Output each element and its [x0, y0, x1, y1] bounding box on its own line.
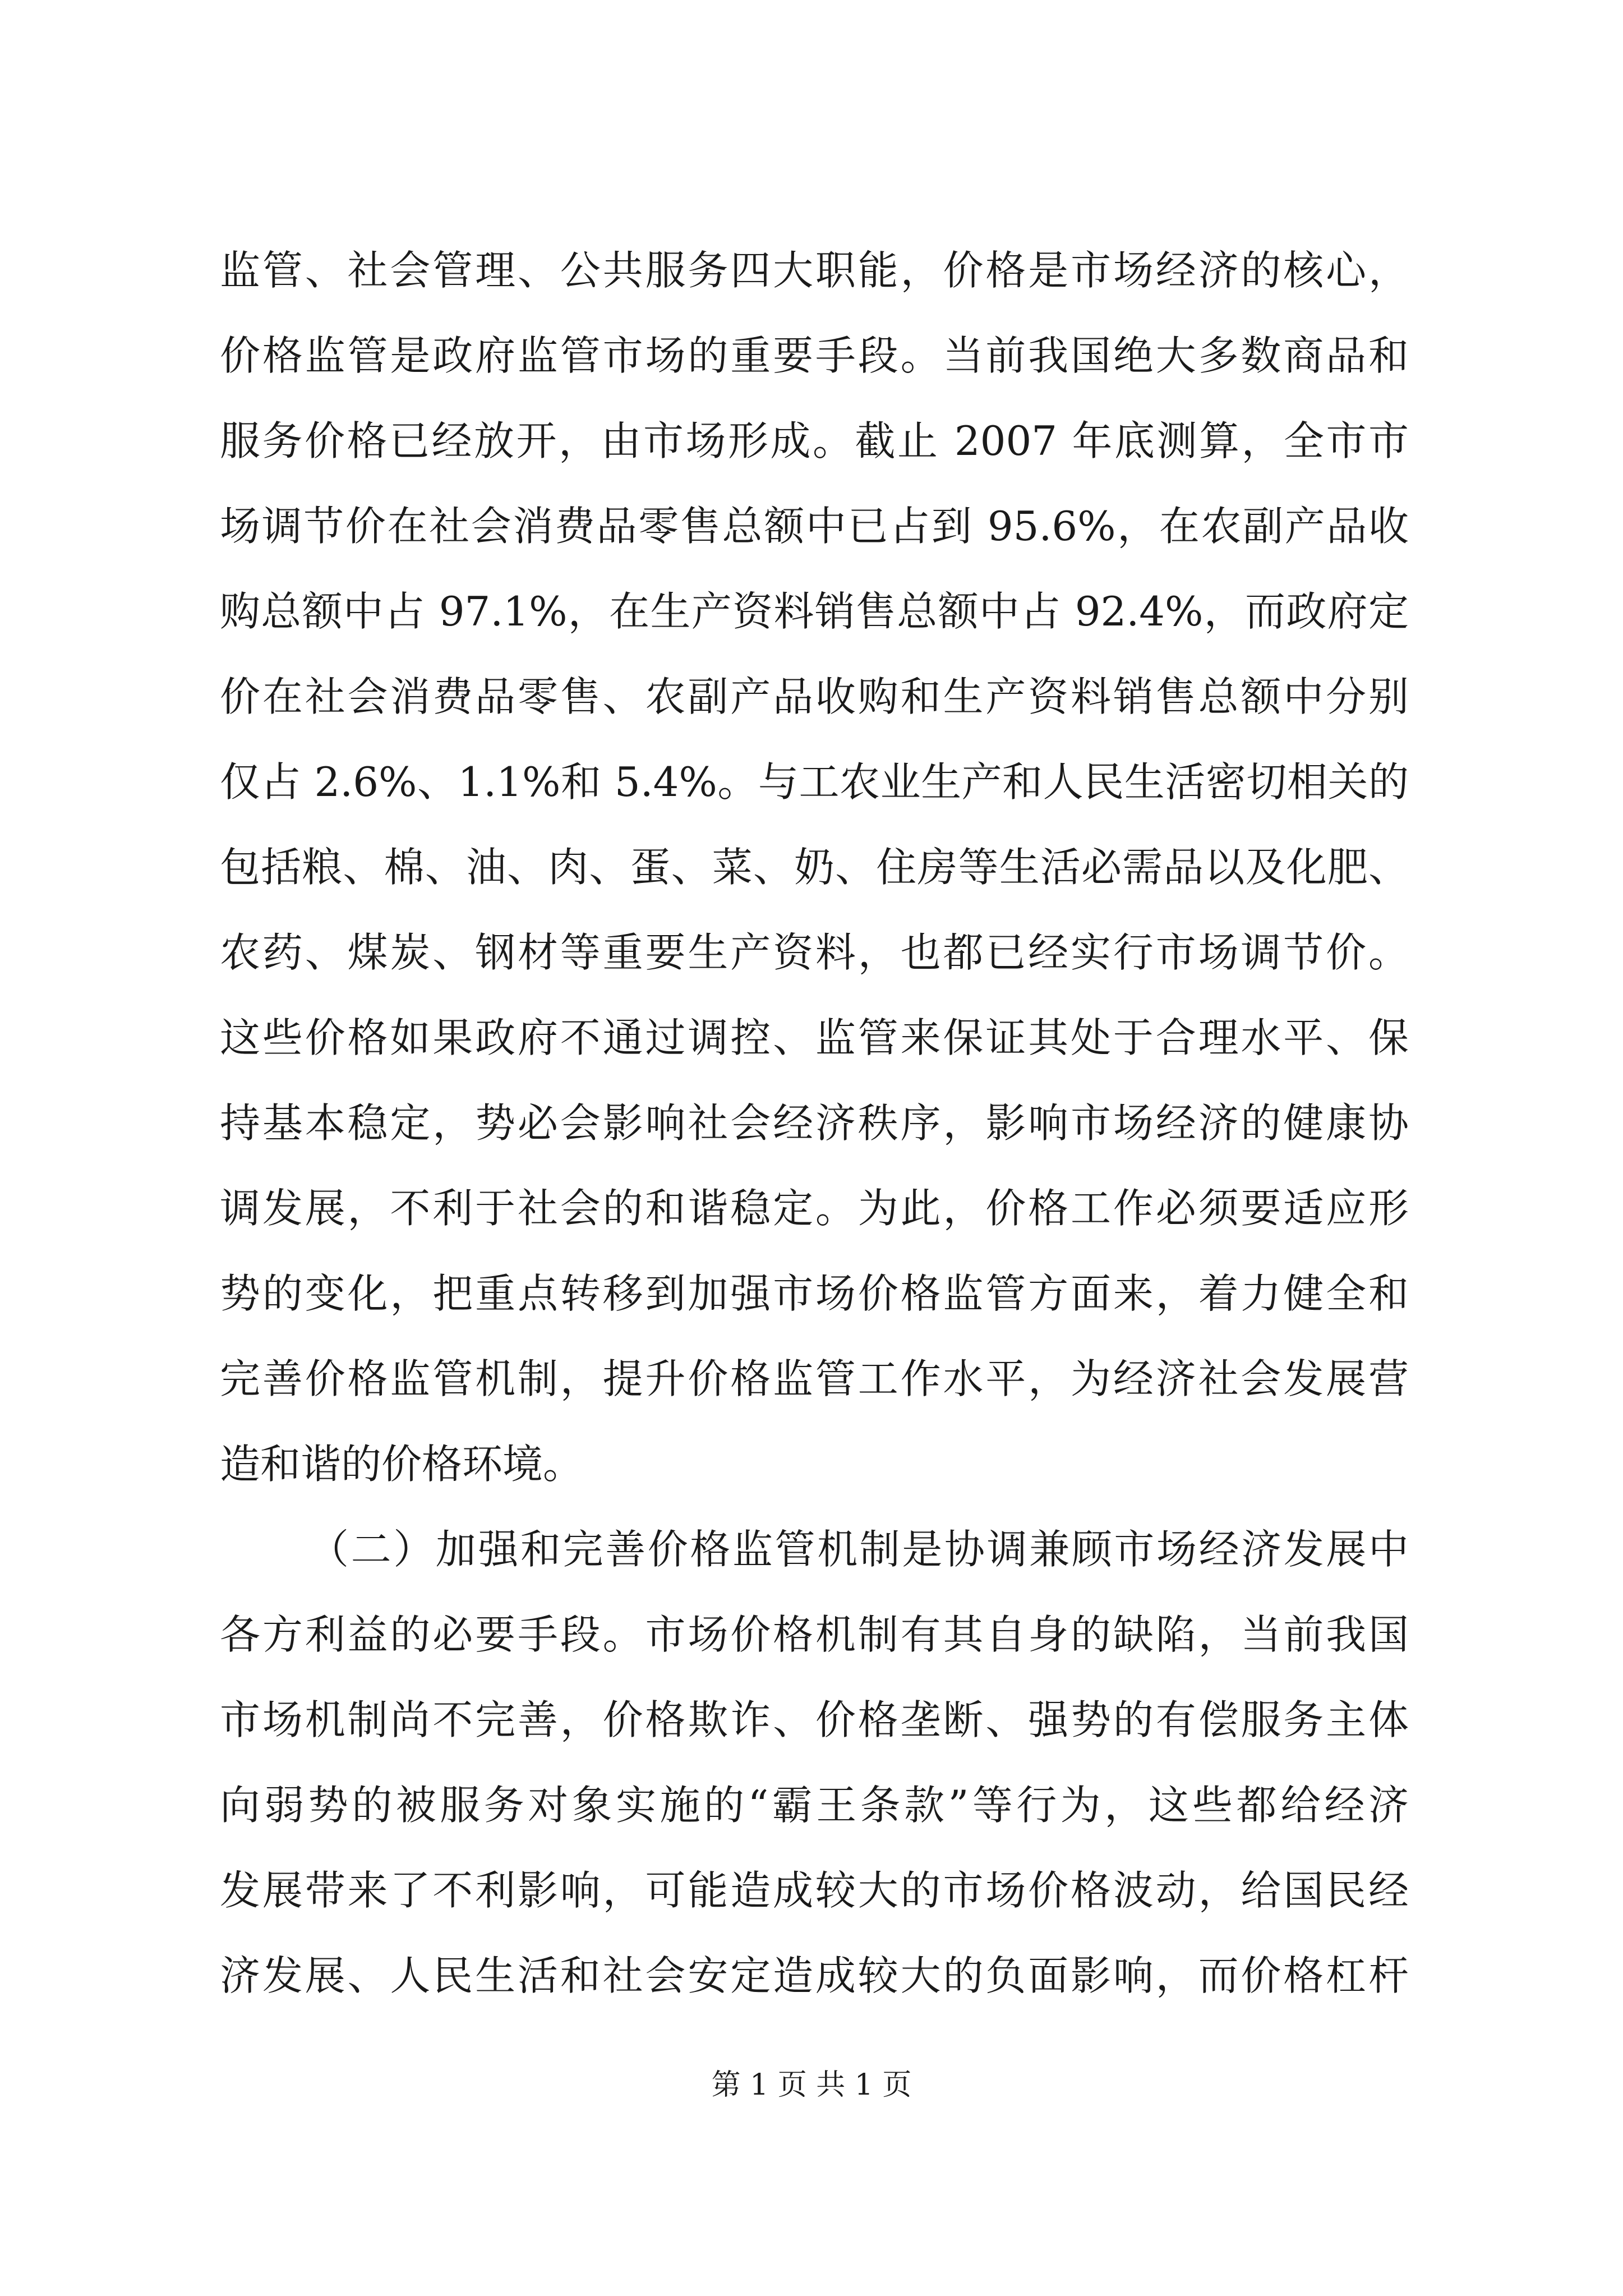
body-line-10: 这些价格如果政府不通过调控、监管来保证其处于合理水平、保: [220, 1014, 1409, 1061]
body-line-11: 持基本稳定，势必会影响社会经济秩序，影响市场经济的健康协: [220, 1099, 1409, 1147]
body-line-4: 场调节价在社会消费品零售总额中已占到 95.6%，在农副产品收: [220, 503, 1409, 550]
body-line-14: 完善价格监管机制，提升价格监管工作水平，为经济社会发展营: [220, 1355, 1409, 1402]
body-line-21: 济发展、人民生活和社会安定造成较大的负面影响，而价格杠杆: [220, 1952, 1409, 1999]
body-line-5: 购总额中占 97.1%，在生产资料销售总额中占 92.4%，而政府定: [220, 588, 1409, 635]
body-line-1: 监管、社会管理、公共服务四大职能，价格是市场经济的核心，: [220, 247, 1409, 294]
body-line-2: 价格监管是政府监管市场的重要手段。当前我国绝大多数商品和: [220, 332, 1409, 379]
section-heading-line: （二）加强和完善价格监管机制是协调兼顾市场经济发展中: [308, 1526, 1409, 1573]
body-line-17: 各方利益的必要手段。市场价格机制有其自身的缺陷，当前我国: [220, 1611, 1409, 1658]
body-line-6: 价在社会消费品零售、农副产品收购和生产资料销售总额中分别: [220, 673, 1409, 720]
body-line-20: 发展带来了不利影响，可能造成较大的市场价格波动，给国民经: [220, 1867, 1409, 1914]
body-line-9: 农药、煤炭、钢材等重要生产资料，也都已经实行市场调节价。: [220, 929, 1409, 976]
body-line-7: 仅占 2.6%、1.1%和 5.4%。与工农业生产和人民生活密切相关的: [220, 758, 1409, 806]
page-footer: 第 1 页 共 1 页: [711, 2068, 912, 2102]
body-line-12: 调发展，不利于社会的和谐稳定。为此，价格工作必须要适应形: [220, 1185, 1409, 1232]
body-line-3: 服务价格已经放开，由市场形成。截止 2007 年底测算，全市市: [220, 417, 1409, 464]
body-line-18: 市场机制尚不完善，价格欺诈、价格垄断、强势的有偿服务主体: [220, 1696, 1409, 1743]
body-line-19: 向弱势的被服务对象实施的“霸王条款”等行为，这些都给经济: [220, 1782, 1409, 1829]
body-line-8: 包括粮、棉、油、肉、蛋、菜、奶、住房等生活必需品以及化肥、: [220, 844, 1409, 891]
body-line-13: 势的变化，把重点转移到加强市场价格监管方面来，着力健全和: [220, 1270, 1409, 1317]
body-line-15: 造和谐的价格环境。: [220, 1441, 584, 1488]
